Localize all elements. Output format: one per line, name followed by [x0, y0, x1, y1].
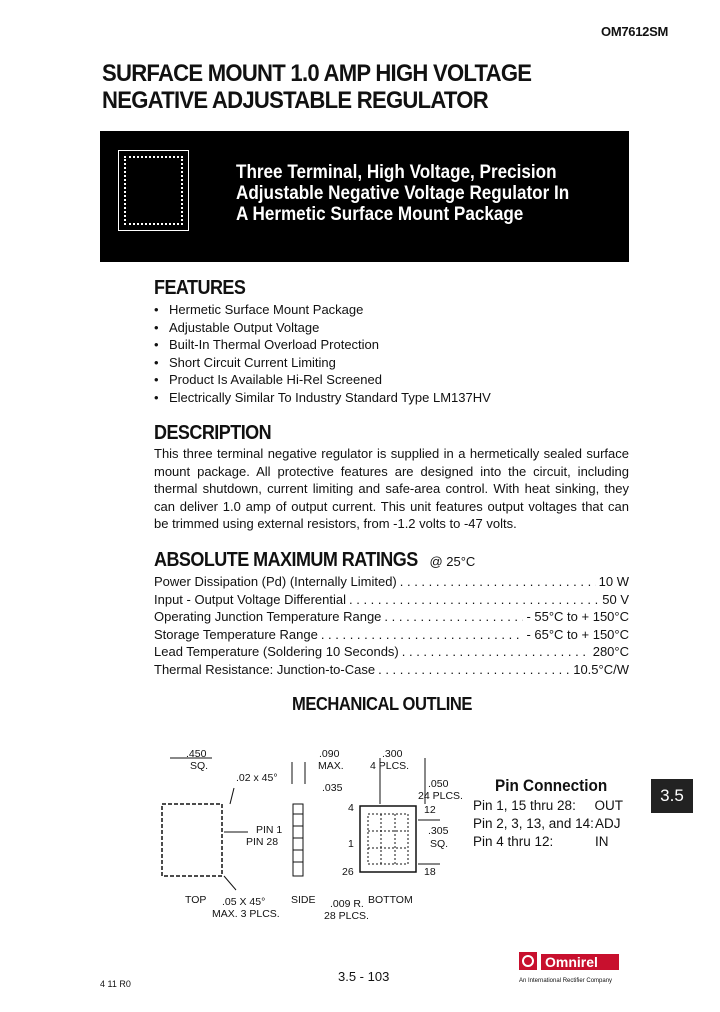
dim-24plcs: 24 PLCS.	[418, 790, 463, 802]
features-list	[154, 301, 491, 406]
dim-chamfer-2: .05 X 45°	[222, 896, 266, 908]
ratings-heading: ABSOLUTE MAXIMUM RATINGS	[154, 549, 418, 571]
feature-item: • Hermetic Surface Mount Package	[154, 301, 491, 319]
pin-row: Pin 4 thru 12: IN	[473, 834, 609, 849]
description-heading: DESCRIPTION	[154, 422, 272, 444]
ratings-condition: @ 25°C	[429, 554, 476, 569]
title-line-1: SURFACE MOUNT 1.0 AMP HIGH VOLTAGE	[102, 60, 532, 87]
dim-305: .305	[428, 825, 449, 837]
dim-4plcs: 4 PLCS.	[370, 760, 410, 772]
dim-radius: .009 R.	[330, 898, 364, 910]
dim-035: .035	[322, 782, 343, 794]
dim-sq-2: SQ.	[430, 838, 449, 850]
rating-row: Power Dissipation (Pd) (Internally Limited) . . . 10 W	[154, 573, 629, 591]
dim-sq: SQ.	[190, 760, 209, 772]
dim-max: MAX.	[318, 760, 344, 772]
dim-090: .090	[319, 748, 340, 760]
description-text: This three terminal negative regulator is supplied in a hermetically sealed surface mount package. All protective features are designed into the circuit, including thermal shutdown, current limiting and safe-area control. With heat sinking, they can deliver 1.0 amp of output current. This unit features output voltages that can be trimmed using external resistors, from -1.2 volts to -47 volts.	[154, 446, 629, 531]
footer-code: 4 11 R0	[100, 979, 131, 989]
top-view-outline	[162, 804, 222, 876]
title-line-2: NEGATIVE ADJUSTABLE REGULATOR	[102, 87, 488, 114]
omnirel-logo	[519, 946, 619, 986]
svg-text:An International Rectifier Com: An International Rectifier Company	[519, 978, 613, 984]
dim-300: .300	[382, 748, 403, 760]
pin-num-1: 1	[348, 838, 354, 850]
banner-tagline: Three Terminal, High Voltage, Precision Adjustable Negative Voltage Regulator In A Hermetic Surface Mount Package	[236, 162, 570, 225]
dim-050: .050	[428, 778, 449, 790]
page-number: 3.5 - 103	[338, 969, 390, 984]
pin-num-18: 18	[424, 866, 436, 878]
label-pin28: PIN 28	[246, 836, 279, 848]
pin-row: Pin 1, 15 thru 28: OUT	[473, 798, 623, 813]
mechanical-heading: MECHANICAL OUTLINE	[292, 694, 473, 714]
pin-num-12: 12	[424, 804, 436, 816]
pin-connection-table	[473, 797, 623, 851]
rating-row: Input - Output Voltage Differential . . . 50 V	[154, 591, 629, 609]
pin-num-4: 4	[348, 802, 354, 814]
page-title	[102, 60, 531, 114]
pin-connection-heading: Pin Connection	[495, 776, 608, 795]
label-pin1: PIN 1	[256, 824, 283, 836]
pin-num-26: 26	[342, 866, 354, 878]
feature-item: • Electrically Similar To Industry Standard Type LM137HV	[154, 389, 491, 407]
part-number: OM7612SM	[601, 24, 668, 39]
dim-28plcs: 28 PLCS.	[324, 910, 369, 922]
feature-item: • Product Is Available Hi-Rel Screened	[154, 371, 491, 389]
ratings-header	[154, 549, 475, 572]
svg-text:Omnirel: Omnirel	[545, 954, 598, 970]
label-top: TOP	[185, 894, 207, 906]
package-image	[118, 150, 189, 231]
label-side: SIDE	[291, 894, 316, 906]
feature-item: • Built-In Thermal Overload Protection	[154, 336, 491, 354]
side-view	[293, 804, 303, 876]
dim-450: .450	[186, 748, 207, 760]
feature-item: • Short Circuit Current Limiting	[154, 354, 491, 372]
features-heading: FEATURES	[154, 277, 246, 299]
ratings-table	[154, 573, 629, 678]
rating-row: Thermal Resistance: Junction-to-Case . . . 10.5°C/W	[154, 661, 629, 679]
feature-item: • Adjustable Output Voltage	[154, 319, 491, 337]
rating-row: Operating Junction Temperature Range . . . - 55°C to + 150°C	[154, 608, 629, 626]
rating-row: Storage Temperature Range . . . - 65°C to + 150°C	[154, 626, 629, 644]
label-bottom: BOTTOM	[368, 894, 413, 906]
rating-row: Lead Temperature (Soldering 10 Seconds) . . . 280°C	[154, 643, 629, 661]
pin-row: Pin 2, 3, 13, and 14: ADJ	[473, 816, 621, 831]
dim-max-3plcs: MAX. 3 PLCS.	[212, 908, 280, 920]
section-tab: 3.5	[651, 779, 693, 813]
dim-chamfer: .02 x 45°	[236, 772, 278, 784]
